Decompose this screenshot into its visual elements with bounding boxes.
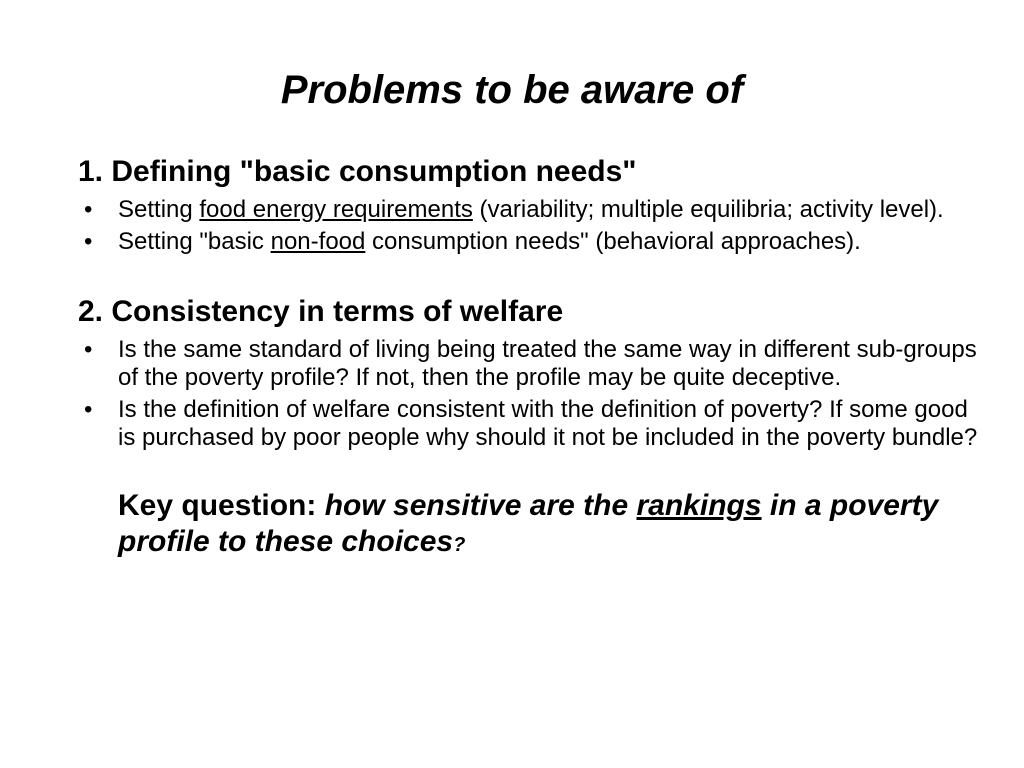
key-question (78, 488, 978, 563)
bullet-marker: • (84, 396, 93, 423)
question-mark: ? (453, 534, 466, 556)
bullet-item (78, 228, 978, 256)
bullet-marker: • (84, 196, 93, 223)
section-heading: 1. Defining "basic consumption needs" (78, 155, 637, 188)
slide-title: Problems to be aware of (280, 68, 744, 112)
section-defining-needs (78, 152, 978, 256)
section-heading: 2. Consistency in terms of welfare (78, 295, 564, 328)
bullet-list (78, 196, 978, 256)
key-question-text: in a poverty profile to these choices (118, 489, 939, 558)
section-consistency-welfare (78, 292, 978, 452)
underlined-term: non-food (270, 228, 366, 255)
key-question-text: how sensitive are the (324, 489, 637, 522)
bullet-text: Is the same standard of living being treated the same way in different sub-groups of the poverty profile? If not, then the profile may be quite deceptive. (118, 336, 977, 391)
slide-content (78, 152, 978, 593)
key-question-label: Key question: (118, 489, 325, 522)
bullet-item (78, 196, 978, 224)
bullet-text: Setting "basic (118, 228, 271, 255)
bullet-item (78, 336, 978, 392)
bullet-text: consumption needs" (behavioral approaches). (365, 228, 861, 255)
bullet-marker: • (84, 336, 93, 363)
bullet-text: Is the definition of welfare consistent with the definition of poverty? If some good is purchased by poor people why should it not be included in the poverty bundle? (118, 396, 978, 451)
bullet-list (78, 336, 978, 452)
bullet-marker: • (84, 228, 93, 255)
underlined-term: food energy requirements (199, 196, 473, 223)
bullet-item (78, 396, 978, 452)
bullet-text: Setting (118, 196, 200, 223)
underlined-term: rankings (636, 489, 762, 522)
bullet-text: (variability; multiple equilibria; activity level). (472, 196, 944, 223)
